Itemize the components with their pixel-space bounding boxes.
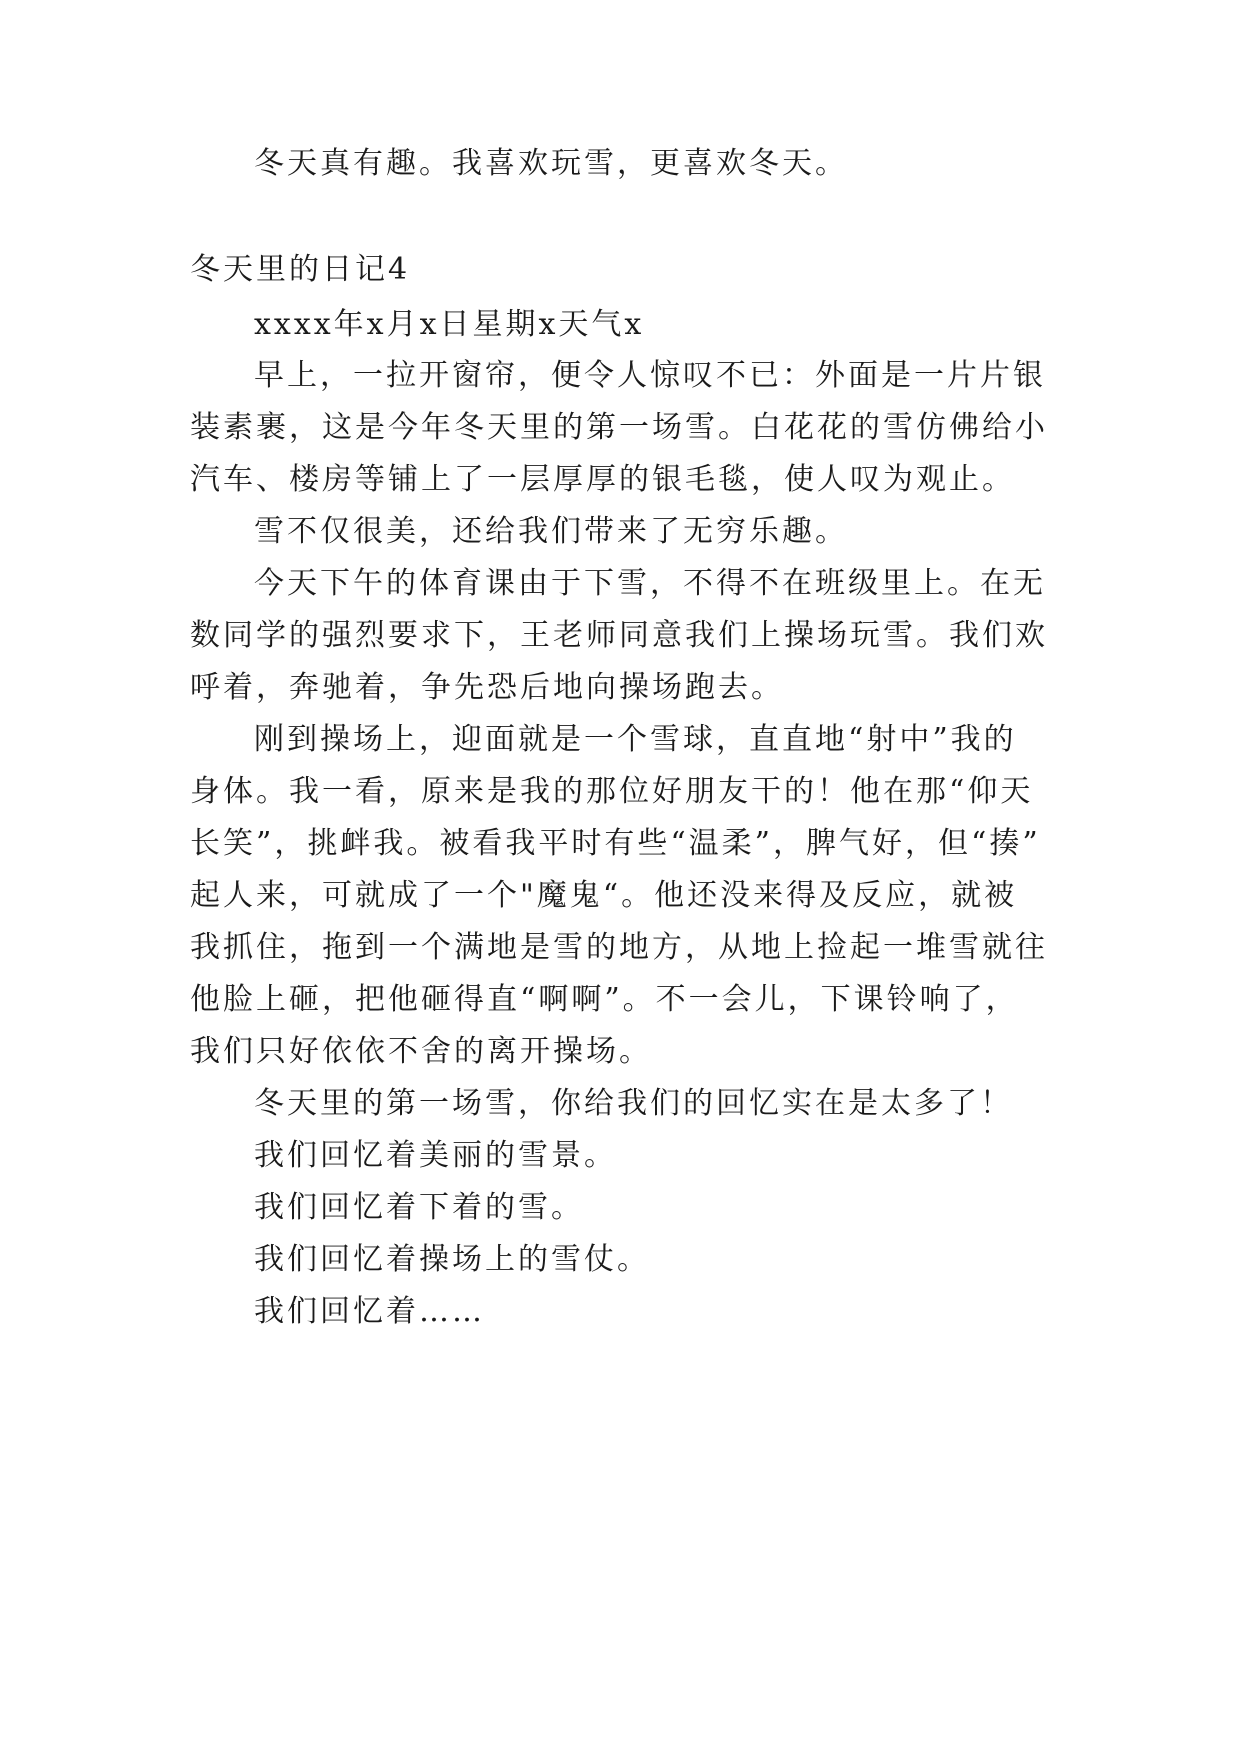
paragraph-line: 我们回忆着…… <box>254 1294 485 1329</box>
paragraph-line: 早上，一拉开窗帘，便令人惊叹不已：外面是一片片银 <box>254 358 1046 393</box>
intro-line: 冬天真有趣。我喜欢玩雪，更喜欢冬天。 <box>254 146 848 181</box>
paragraph-line: 他脸上砸，把他砸得直“啊啊”。不一会儿，下课铃响了， <box>190 982 1019 1017</box>
paragraph-line: 身体。我一看，原来是我的那位好朋友干的！他在那“仰天 <box>190 774 1034 809</box>
paragraph-line: 我们回忆着下着的雪。 <box>254 1190 584 1225</box>
paragraph-line: 长笑”，挑衅我。被看我平时有些“温柔”，脾气好，但“揍” <box>190 826 1041 861</box>
paragraph-line: 数同学的强烈要求下，王老师同意我们上操场玩雪。我们欢 <box>190 618 1048 653</box>
date-line: xxxx年x月x日星期x天气x <box>254 307 645 342</box>
paragraph-line: 起人来，可就成了一个"魔鬼“。他还没来得及反应，就被 <box>190 878 1018 913</box>
paragraph-line: 汽车、楼房等铺上了一层厚厚的银毛毯，使人叹为观止。 <box>190 462 1015 497</box>
paragraph-line: 我们回忆着美丽的雪景。 <box>254 1138 617 1173</box>
diary-title: 冬天里的日记4 <box>190 252 411 287</box>
paragraph-line: 我们只好依依不舍的离开操场。 <box>190 1034 652 1069</box>
paragraph-line: 我们回忆着操场上的雪仗。 <box>254 1242 650 1277</box>
paragraph-line: 雪不仅很美，还给我们带来了无穷乐趣。 <box>254 514 848 549</box>
paragraph-line: 今天下午的体育课由于下雪，不得不在班级里上。在无 <box>254 566 1046 601</box>
paragraph-line: 刚到操场上，迎面就是一个雪球，直直地“射中”我的 <box>254 722 1017 757</box>
paragraph-line: 装素裹，这是今年冬天里的第一场雪。白花花的雪仿佛给小 <box>190 410 1048 445</box>
paragraph-line: 冬天里的第一场雪，你给我们的回忆实在是太多了！ <box>254 1086 1013 1121</box>
paragraph-line: 呼着，奔驰着，争先恐后地向操场跑去。 <box>190 670 784 705</box>
paragraph-line: 我抓住，拖到一个满地是雪的地方，从地上捡起一堆雪就往 <box>190 930 1048 965</box>
